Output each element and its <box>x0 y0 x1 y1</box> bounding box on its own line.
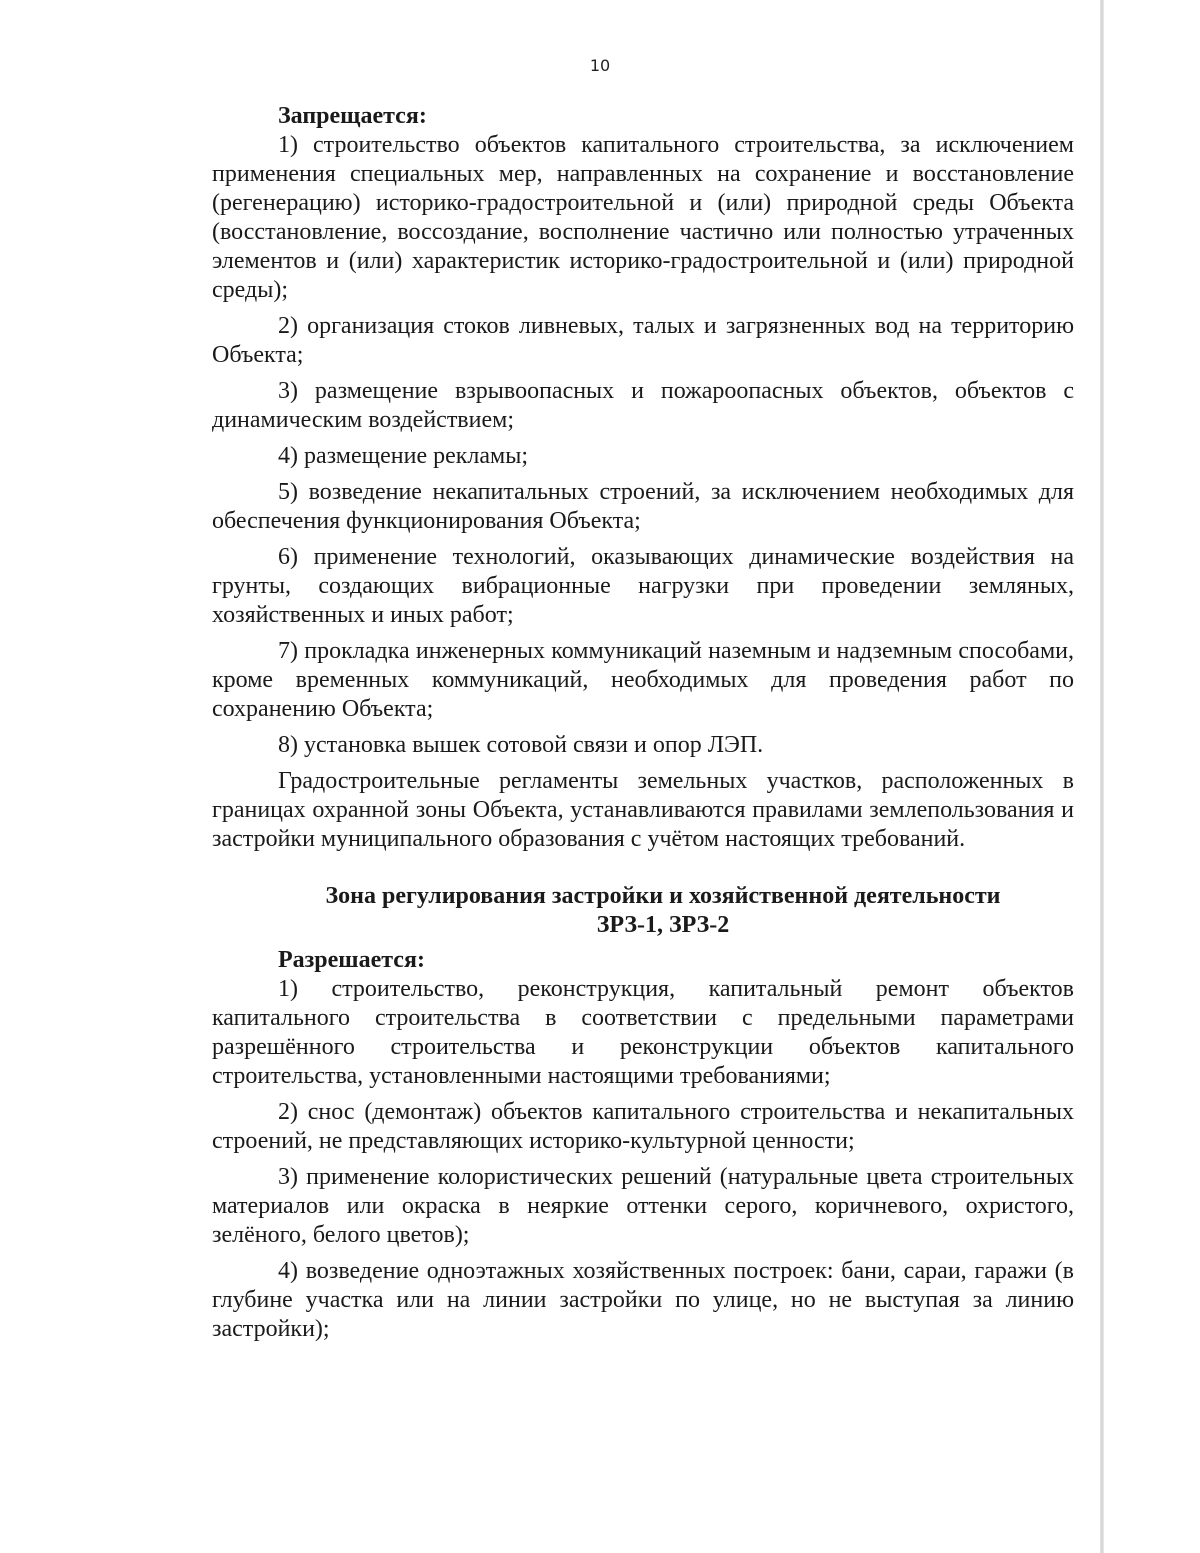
permitted-item-1: 1) строительство, реконструкция, капитальный ремонт объектов капитального строительства в соответствии с предельными параметрами разрешённого строительства и реконструкции объектов капитального строительства, установленными настоящими требованиями; <box>212 976 1074 1089</box>
permitted-item-3: 3) применение колористических решений (натуральные цвета строительных материалов или окраска в неяркие оттенки серого, коричневого, охристого, зелёного, белого цветов); <box>212 1164 1074 1248</box>
prohibited-item-4: 4) размещение рекламы; <box>278 443 529 469</box>
zone-heading <box>212 882 1074 940</box>
prohibited-item-8: 8) установка вышек сотовой связи и опор ЛЭП. <box>278 732 764 758</box>
zone-heading-line-1: Зона регулирования застройки и хозяйственной деятельности <box>325 883 1001 909</box>
page-number: 10 <box>589 56 611 75</box>
permitted-item-4: 4) возведение одноэтажных хозяйственных построек: бани, сараи, гаражи (в глубине участка или на линии застройки по улице, но не выступая за линию застройки); <box>212 1258 1074 1342</box>
prohibited-item-3: 3) размещение взрывоопасных и пожароопасных объектов, объектов с динамическим воздействием; <box>212 378 1074 433</box>
document-body <box>212 102 1074 1344</box>
permitted-item-2: 2) снос (демонтаж) объектов капитального строительства и некапитальных строений, не представляющих историко-культурной ценности; <box>212 1099 1074 1154</box>
scan-edge-line <box>1100 0 1104 1553</box>
prohibited-item-7: 7) прокладка инженерных коммуникаций наземным и надземным способами, кроме временных коммуникаций, необходимых для проведения работ по сохранению Объекта; <box>212 638 1074 722</box>
prohibited-item-1: 1) строительство объектов капитального строительства, за исключением применения специальных мер, направленных на сохранение и восстановление (регенерацию) историко-градостроительной и (или) природной среды Объекта (восстановление, воссоздание, восполнение частично или полностью утраченных элементов и (или) характеристик историко-градостроительной и (или) природной среды); <box>212 132 1074 303</box>
prohibited-item-5: 5) возведение некапитальных строений, за исключением необходимых для обеспечения функционирования Объекта; <box>212 479 1074 534</box>
prohibited-item-6: 6) применение технологий, оказывающих динамические воздействия на грунты, создающих вибрационные нагрузки при проведении земляных, хозяйственных и иных работ; <box>212 544 1074 628</box>
prohibited-label: Запрещается: <box>278 103 427 129</box>
permitted-label: Разрешается: <box>278 947 425 973</box>
zone-heading-line-2: ЗРЗ-1, ЗРЗ-2 <box>596 912 730 938</box>
prohibited-item-2: 2) организация стоков ливневых, талых и загрязненных вод на территорию Объекта; <box>212 313 1074 368</box>
regulations-paragraph: Градостроительные регламенты земельных участков, расположенных в границах охранной зоны Объекта, устанавливаются правилами землепользования и застройки муниципального образования с учётом настоящих требований. <box>212 768 1074 852</box>
